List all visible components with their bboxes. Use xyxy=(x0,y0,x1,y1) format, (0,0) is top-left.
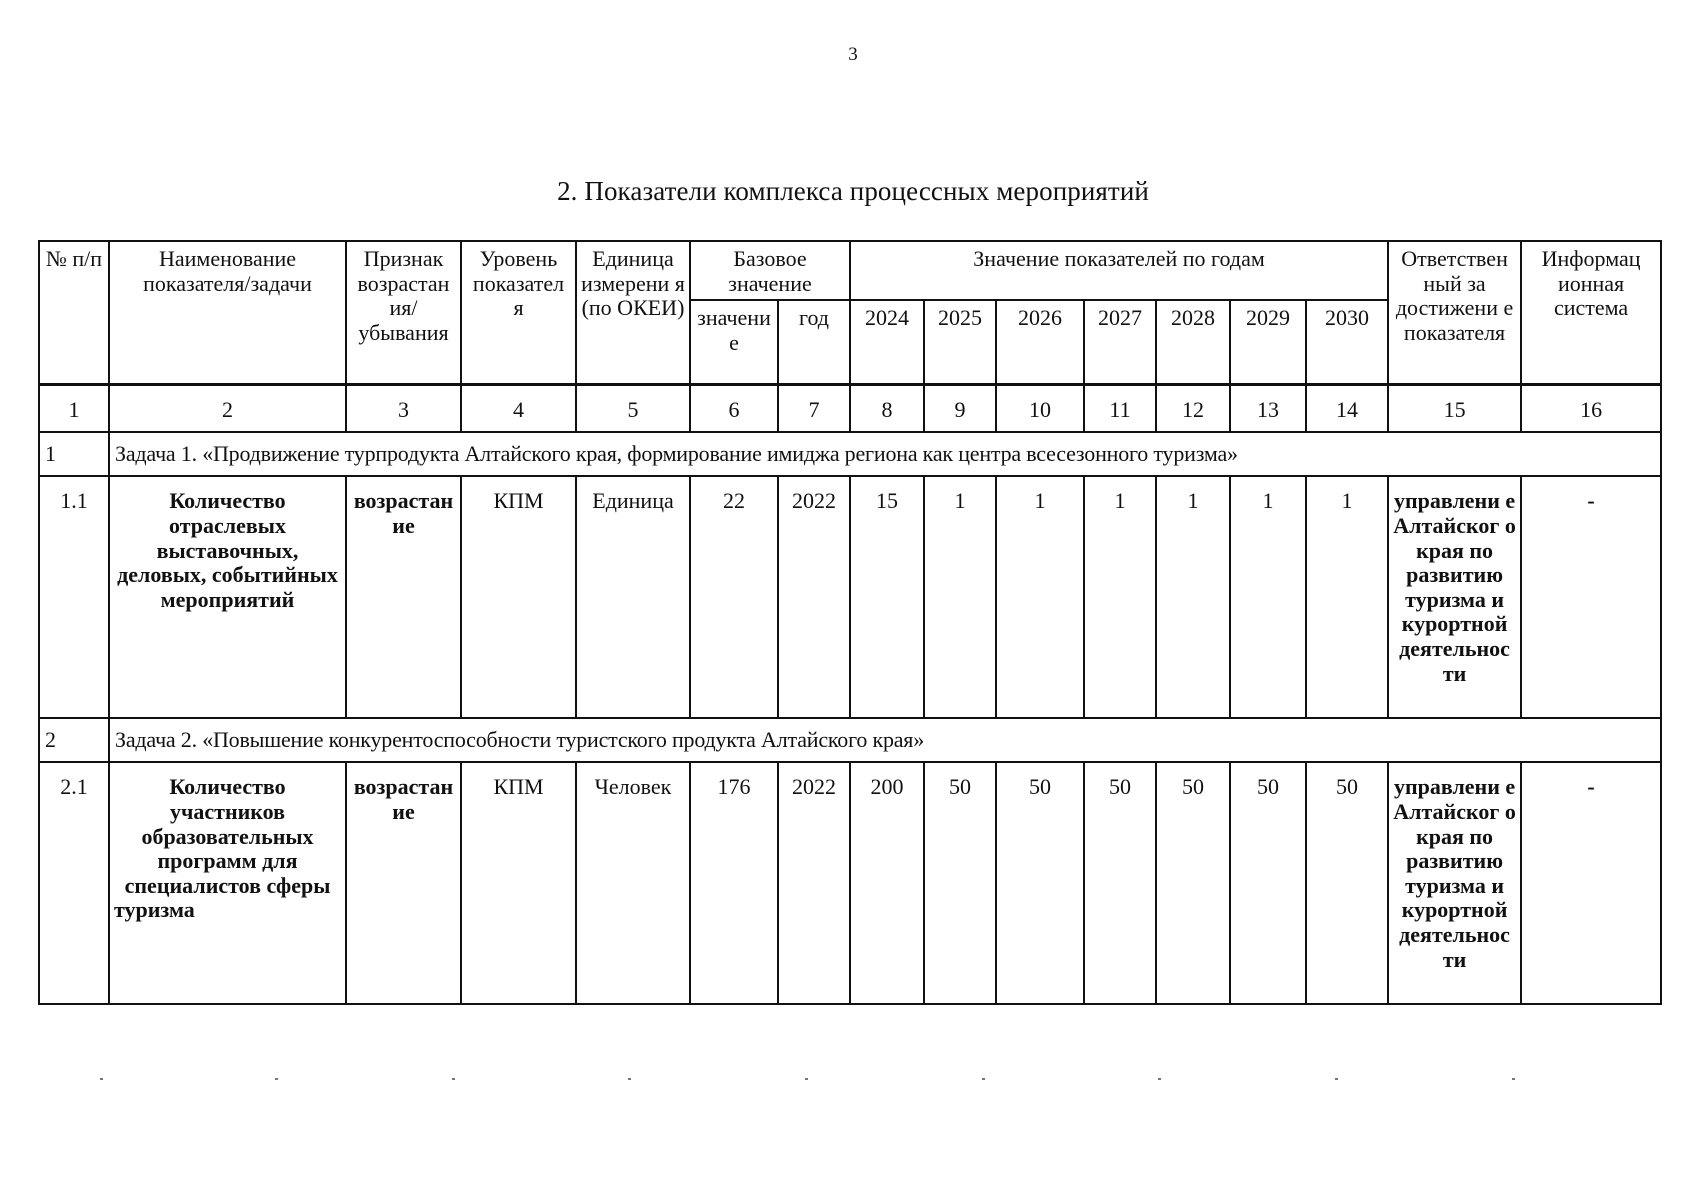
header-sign: Признак возрастан ия/ убывания xyxy=(346,241,461,384)
scan-dot xyxy=(275,1078,278,1080)
header-year: 2026 xyxy=(996,300,1084,384)
indicator-info-system: - xyxy=(1521,476,1661,718)
indicator-year-value: 1 xyxy=(1084,476,1156,718)
indicator-year-value: 1 xyxy=(1156,476,1230,718)
scan-dot xyxy=(100,1078,103,1080)
header-years-group: Значение показателей по годам xyxy=(850,241,1388,300)
indicator-responsible: управлени е Алтайског о края по развитию туризма и курортной деятельнос ти xyxy=(1388,762,1521,1004)
header-year: 2030 xyxy=(1306,300,1388,384)
header-year: 2024 xyxy=(850,300,924,384)
indicator-year-value: 1 xyxy=(996,476,1084,718)
indicator-base-value: 176 xyxy=(690,762,778,1004)
indicator-year-value: 50 xyxy=(1084,762,1156,1004)
indicator-info-system: - xyxy=(1521,762,1661,1004)
indicator-year-value: 1 xyxy=(1306,476,1388,718)
scan-dotted-line xyxy=(0,1078,1706,1084)
column-number: 8 xyxy=(850,384,924,432)
indicator-sign: возрастан ие xyxy=(346,476,461,718)
header-unit: Единица измерени я (по ОКЕИ) xyxy=(576,241,690,384)
task-row xyxy=(39,718,1661,762)
column-number: 1 xyxy=(39,384,109,432)
indicator-responsible: управлени е Алтайског о края по развитию туризма и курортной деятельнос ти xyxy=(1388,476,1521,718)
column-number: 13 xyxy=(1230,384,1306,432)
indicator-level: КПМ xyxy=(461,762,576,1004)
indicator-name: Количество участников образовательных программ для специалистов сферы туризма xyxy=(109,762,346,1004)
column-number: 9 xyxy=(924,384,996,432)
header-base: Базовое значение xyxy=(690,241,850,300)
scan-dot xyxy=(452,1078,455,1080)
indicator-year-value: 50 xyxy=(1306,762,1388,1004)
scan-dot xyxy=(1158,1078,1161,1080)
indicator-row xyxy=(39,476,1661,718)
column-number: 6 xyxy=(690,384,778,432)
column-number: 5 xyxy=(576,384,690,432)
scan-dot xyxy=(1335,1078,1338,1080)
column-number: 12 xyxy=(1156,384,1230,432)
task-row xyxy=(39,432,1661,476)
column-number: 4 xyxy=(461,384,576,432)
indicator-year-value: 50 xyxy=(1230,762,1306,1004)
scan-dot xyxy=(1512,1078,1515,1080)
scan-dot xyxy=(982,1078,985,1080)
header-year: 2025 xyxy=(924,300,996,384)
indicator-level: КПМ xyxy=(461,476,576,718)
indicator-year-value: 1 xyxy=(924,476,996,718)
column-number: 11 xyxy=(1084,384,1156,432)
column-number-row xyxy=(39,384,1661,432)
header-row xyxy=(39,241,1661,300)
header-year: 2027 xyxy=(1084,300,1156,384)
page-number: 3 xyxy=(848,44,858,65)
header-base-value: значени е xyxy=(690,300,778,384)
header-num: № п/п xyxy=(39,241,109,384)
column-number: 7 xyxy=(778,384,850,432)
indicator-row xyxy=(39,762,1661,1004)
scan-dot xyxy=(628,1078,631,1080)
column-number: 3 xyxy=(346,384,461,432)
header-year: 2028 xyxy=(1156,300,1230,384)
task-num: 1 xyxy=(39,432,109,476)
task-title: Задача 1. «Продвижение турпродукта Алтайского края, формирование имиджа региона как центра всесезонного туризма» xyxy=(109,432,1661,476)
indicator-num: 1.1 xyxy=(39,476,109,718)
indicators-table xyxy=(38,240,1662,1005)
column-number: 2 xyxy=(109,384,346,432)
header-base-year: год xyxy=(778,300,850,384)
indicator-year-value: 50 xyxy=(996,762,1084,1004)
column-number: 14 xyxy=(1306,384,1388,432)
indicator-unit: Единица xyxy=(576,476,690,718)
column-number: 15 xyxy=(1388,384,1521,432)
column-number: 10 xyxy=(996,384,1084,432)
indicator-base-year: 2022 xyxy=(778,476,850,718)
header-name: Наименование показателя/задачи xyxy=(109,241,346,384)
section-title: 2. Показатели комплекса процессных мероприятий xyxy=(557,176,1149,206)
column-number: 16 xyxy=(1521,384,1661,432)
indicator-year-value: 50 xyxy=(924,762,996,1004)
header-year: 2029 xyxy=(1230,300,1306,384)
indicator-year-value: 200 xyxy=(850,762,924,1004)
task-title: Задача 2. «Повышение конкурентоспособности туристского продукта Алтайского края» xyxy=(109,718,1661,762)
scan-dot xyxy=(805,1078,808,1080)
indicator-sign: возрастан ие xyxy=(346,762,461,1004)
header-responsible: Ответствен ный за достижени е показателя xyxy=(1388,241,1521,384)
indicator-name: Количество отраслевых выставочных, деловых, событийных мероприятий xyxy=(109,476,346,718)
indicator-year-value: 50 xyxy=(1156,762,1230,1004)
indicator-num: 2.1 xyxy=(39,762,109,1004)
header-info-system: Информац ионная система xyxy=(1521,241,1661,384)
indicator-unit: Человек xyxy=(576,762,690,1004)
header-level: Уровень показател я xyxy=(461,241,576,384)
task-num: 2 xyxy=(39,718,109,762)
indicator-base-year: 2022 xyxy=(778,762,850,1004)
indicator-year-value: 1 xyxy=(1230,476,1306,718)
indicator-year-value: 15 xyxy=(850,476,924,718)
indicator-base-value: 22 xyxy=(690,476,778,718)
